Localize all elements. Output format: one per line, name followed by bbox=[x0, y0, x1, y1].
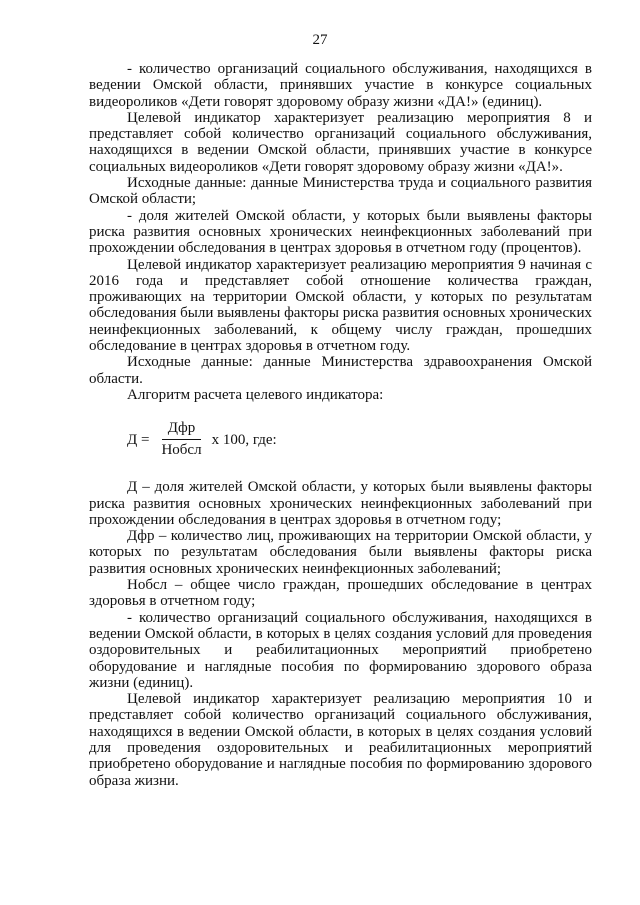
formula-numerator: Дфр bbox=[162, 420, 201, 440]
paragraph: - количество организаций социального обслуживания, находящихся в ведении Омской области, в которых в целях создания условий для проведения оздоровительных и реабилитационных мероприятий приобретено оборудование и наглядные пособия по формированию здорового образа жизни (единиц). bbox=[89, 609, 592, 691]
algorithm-title: Алгоритм расчета целевого индикатора: bbox=[127, 386, 384, 403]
paragraph: - доля жителей Омской области, у которых были выявлены факторы риска развития основных хронических неинфекционных заболеваний при прохождении обследования в центрах здоровья в отчетном году (процентов). bbox=[89, 207, 592, 257]
paragraph: Нобсл – общее число граждан, прошедших обследование в центрах здоровья в отчетном году; bbox=[89, 577, 592, 610]
paragraph: Дфр – количество лиц, проживающих на территории Омской области, у которых по результатам обследования были выявлены факторы риска развития основных хронических неинфекционных заболеваний; bbox=[89, 528, 592, 577]
document-body bbox=[89, 61, 592, 789]
formula-denominator: Нобсл bbox=[161, 442, 202, 459]
page-number: 27 bbox=[312, 32, 328, 48]
formula-lhs: Д = bbox=[127, 431, 150, 448]
formula-fraction bbox=[155, 420, 207, 459]
paragraph: Целевой индикатор характеризует реализацию мероприятия 10 и представляет собой количество организаций социального обслуживания, находящихся в ведении Омской области, в которых в целях создания условий для проведения оздоровительных и реабилитационных мероприятий приобретено оборудование и наглядные пособия по формированию здорового образа жизни. bbox=[89, 691, 592, 789]
paragraph: - количество организаций социального обслуживания, находящихся в ведении Омской области, принявших участие в конкурсе социальных видеороликов «Дети говорят здоровому образу жизни «ДА!» (единиц). bbox=[89, 61, 592, 110]
paragraph: Исходные данные: данные Министерства труда и социального развития Омской области; bbox=[89, 175, 592, 208]
paragraph: Исходные данные: данные Министерства здравоохранения Омской области. bbox=[89, 354, 592, 387]
formula bbox=[127, 420, 592, 459]
paragraph: Целевой индикатор характеризует реализацию мероприятия 8 и представляет собой количество организаций социального обслуживания, находящихся в ведении Омской области, принявших участие в конкурсе социальных видеороликов «Дети говорят здоровому образу жизни «ДА!». bbox=[89, 109, 592, 175]
paragraph: Д – доля жителей Омской области, у которых были выявлены факторы риска развития основных хронических неинфекционных заболеваний при прохождении обследования в центрах здоровья в отчетном году; bbox=[89, 479, 592, 528]
formula-rhs: х 100, где: bbox=[211, 431, 277, 448]
paragraph: Целевой индикатор характеризует реализацию мероприятия 9 начиная с 2016 года и представляет собой отношение количества граждан, проживающих на территории Омской области, у которых по результатам обследования были выявлены факторы риска развития основных хронических неинфекционных заболеваний, к общему числу граждан, прошедших обследование в центрах здоровья в отчетном году. bbox=[89, 256, 592, 355]
